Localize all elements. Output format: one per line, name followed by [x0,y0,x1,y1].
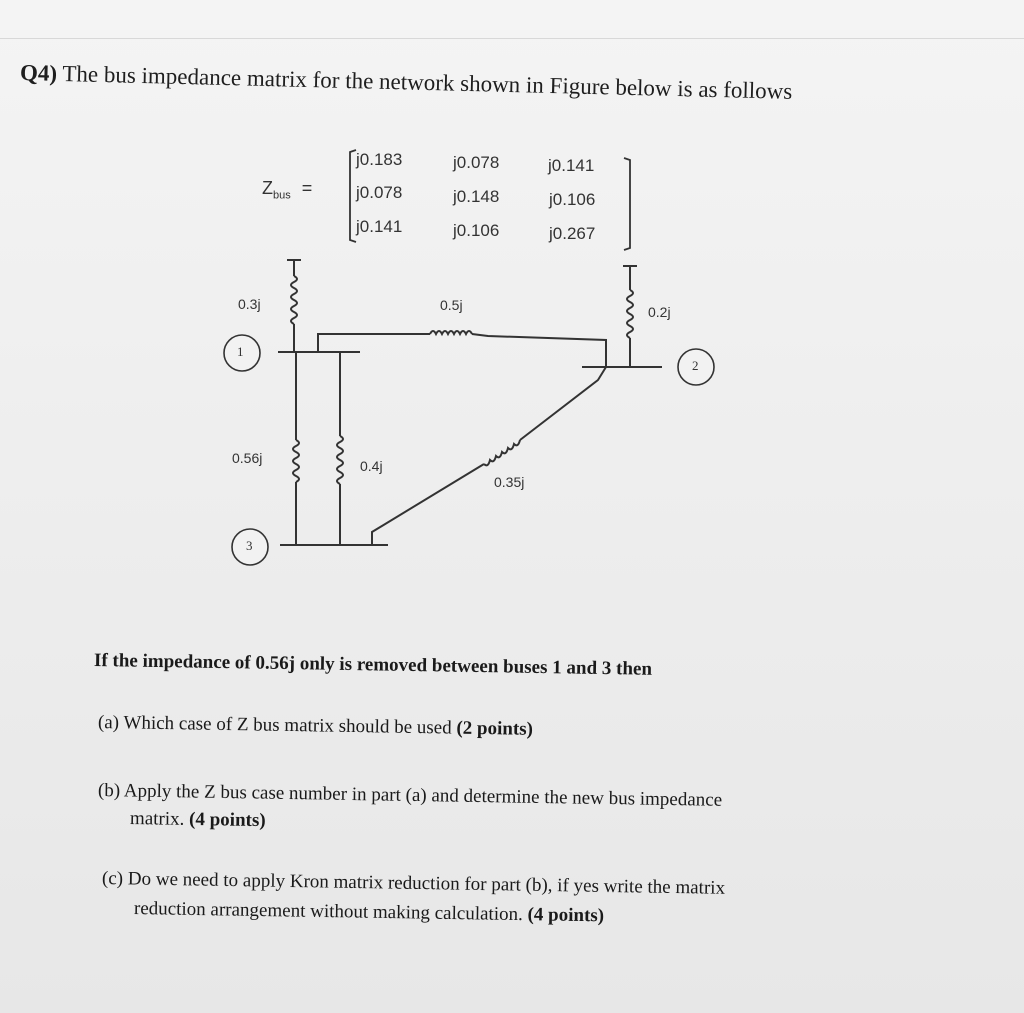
matrix-cell-1-1: j0.148 [453,187,500,206]
part-b-line2-text: matrix. [129,808,185,830]
matrix-cell-0-0: j0.183 [356,150,403,169]
bus-3-label: 3 [246,538,253,553]
part-c-line1: (c) Do we need to apply Kron matrix reduction for part (b), if yes write the matrix [101,868,726,899]
part-b-points: (4 points) [188,808,266,832]
matrix-cell-2-0: j0.141 [356,217,403,236]
line-1-2 [318,331,606,367]
branch-056 [293,352,299,545]
part-c-line2-text: reduction arrangement without making calculation. [133,898,523,926]
bus-1-label: 1 [237,344,244,359]
part-b-line2 [130,808,266,832]
branch-035 [372,367,606,545]
part-b-line1: (b) Apply the Z bus case number in part (a) and determine the new bus impedance [97,780,723,811]
z-gen1-label: 0.3j [238,296,261,312]
bus-2-label: 2 [692,358,699,373]
matrix-cell-2-2: j0.267 [549,224,596,243]
matrix-cell-0-1: j0.078 [453,153,500,172]
matrix-cell-0-2: j0.141 [548,156,595,175]
z-056-label: 0.56j [232,450,263,466]
zbus-equals: = [301,178,313,198]
question-intro: The bus impedance matrix for the network shown in Figure below is as follows [62,61,793,104]
question-number: Q4) [19,60,58,86]
z-04-label: 0.4j [360,458,383,474]
part-a-text: (a) Which case of Z bus matrix should be used [97,712,452,739]
matrix-cell-1-2: j0.106 [549,190,596,209]
part-a-points: (2 points) [456,717,534,740]
z-line12-label: 0.5j [440,297,463,313]
z-gen2-label: 0.2j [648,304,671,320]
branch-04 [337,352,343,545]
part-c-points: (4 points) [527,904,605,927]
gen2-branch [623,266,637,367]
zbus-subscript: bus [273,189,291,202]
condition-text: If the impedance of 0.56j only is removed between buses 1 and 3 then [93,650,653,680]
matrix-cell-2-1: j0.106 [453,221,500,240]
z-035-label: 0.35j [494,474,525,490]
zbus-z: Z [262,178,273,198]
gen1-branch [287,260,301,352]
matrix-cell-1-0: j0.078 [356,183,403,202]
